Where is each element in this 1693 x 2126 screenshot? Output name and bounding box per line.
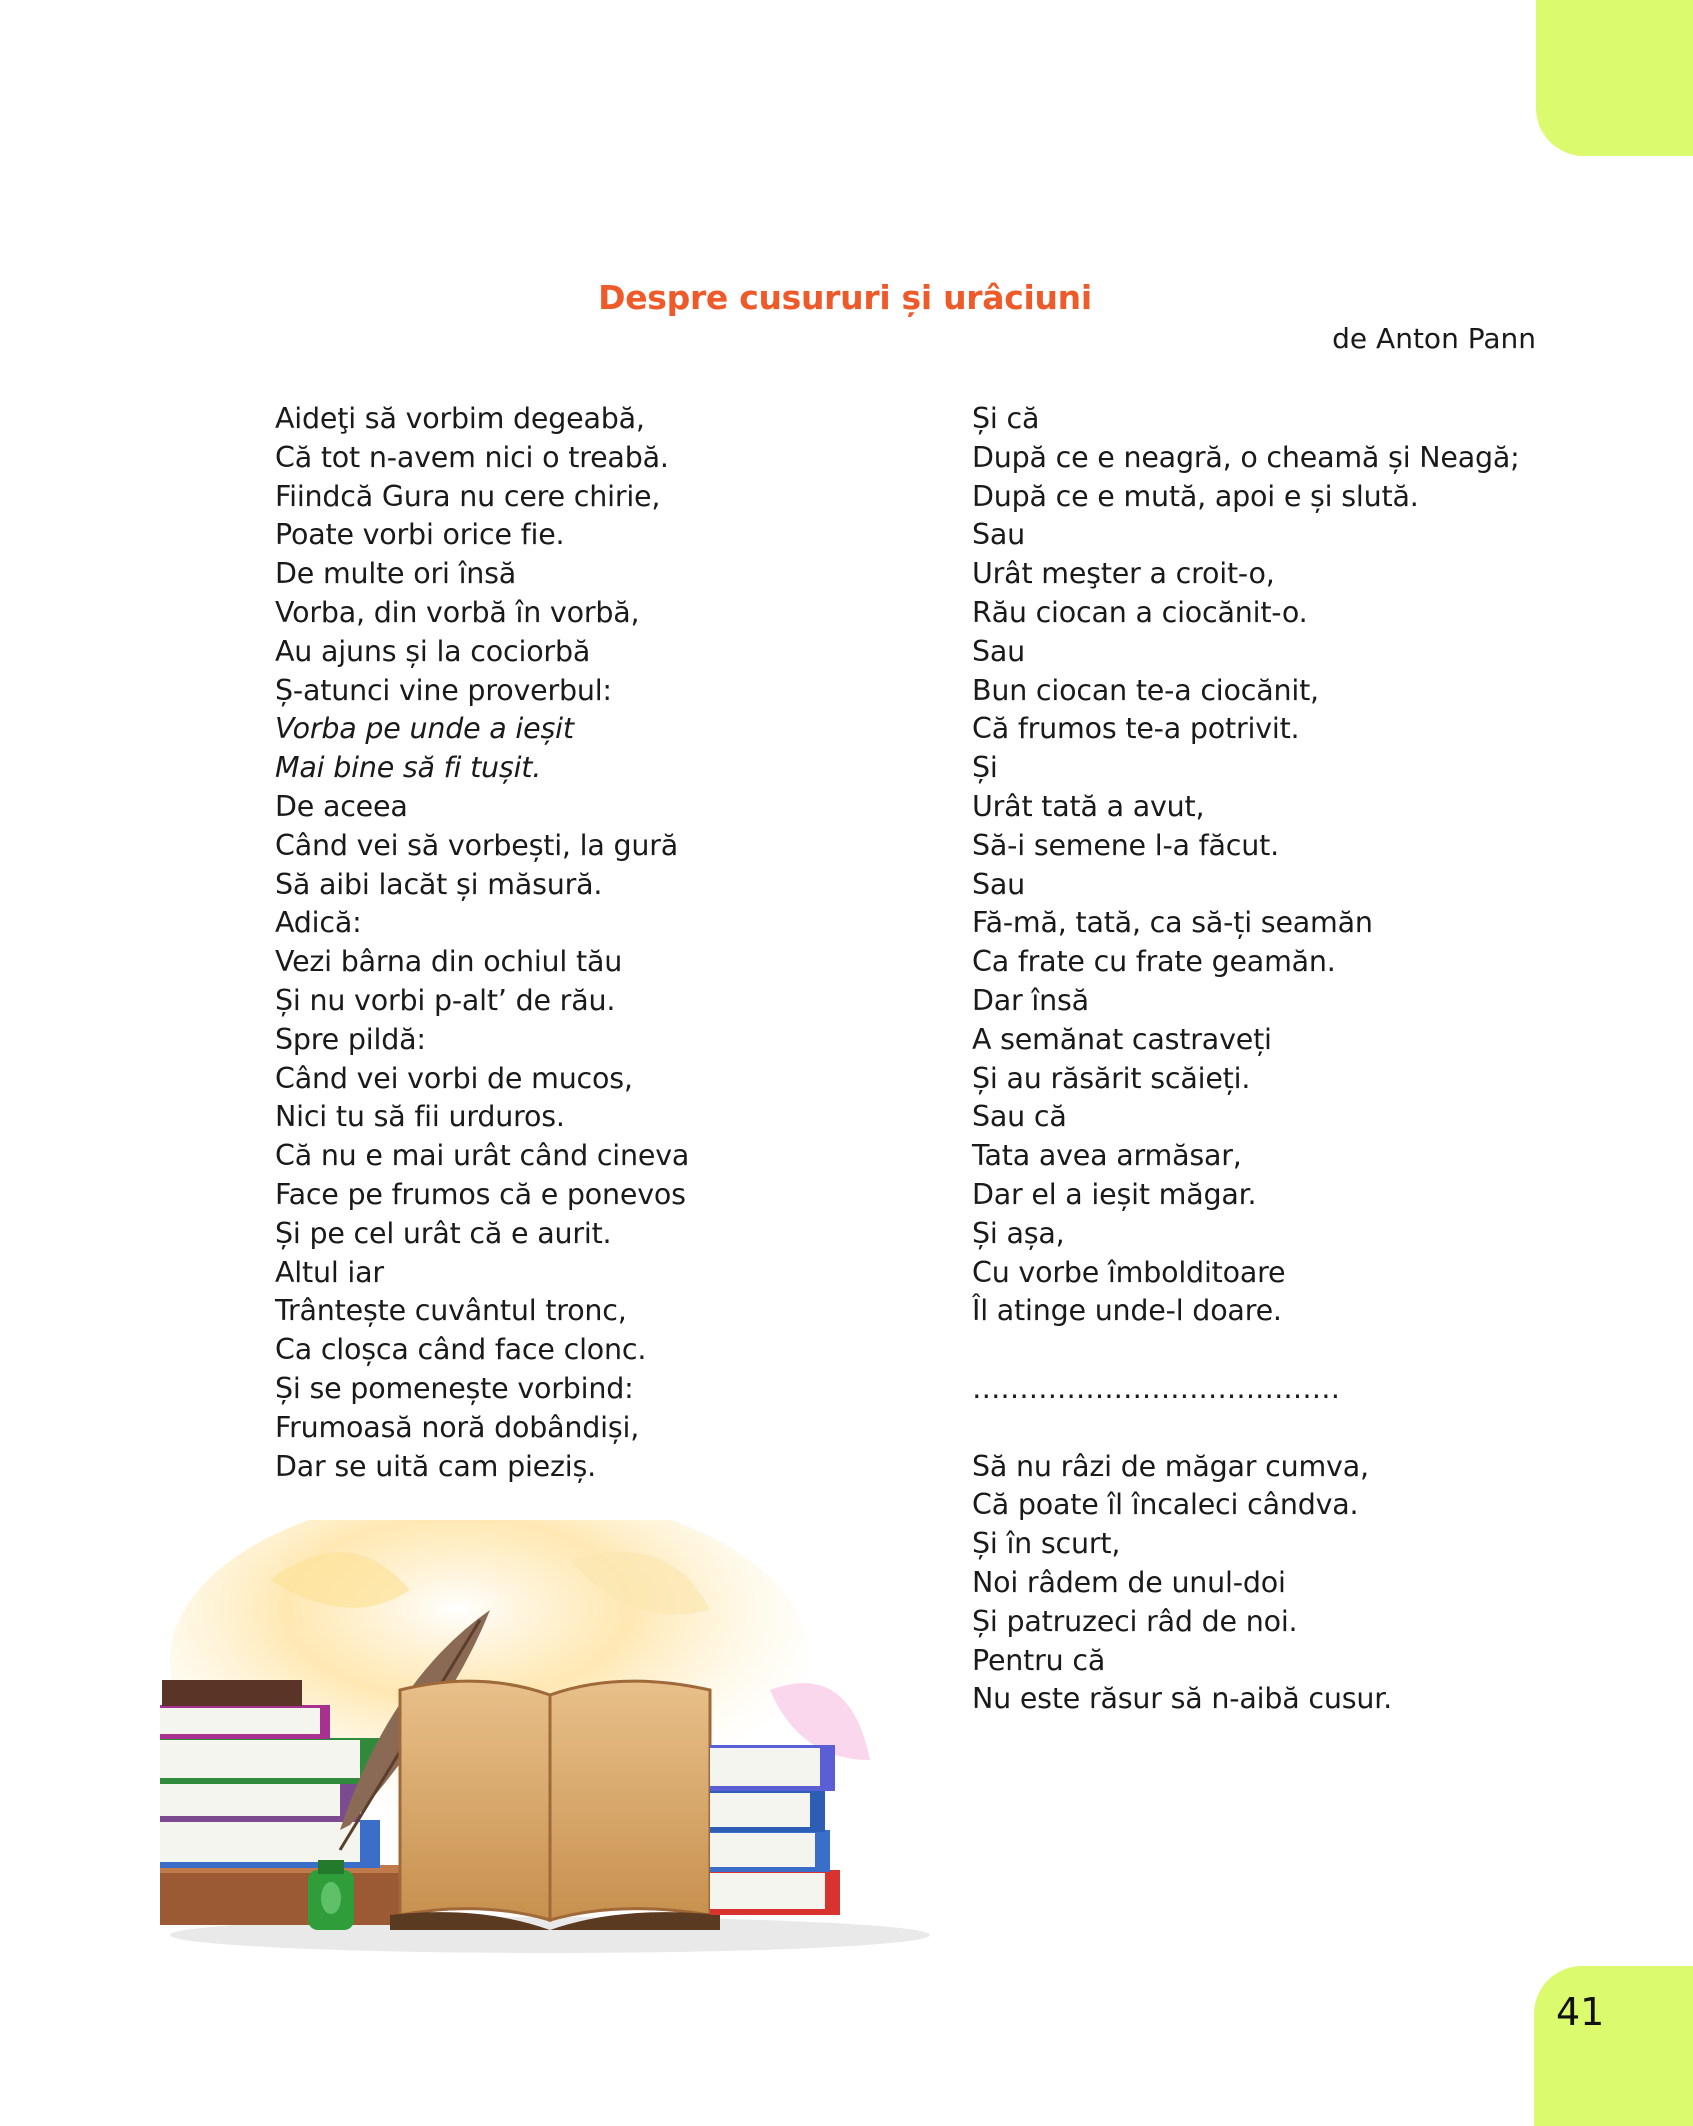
poem-line: Vezi bârna din ochiul tău (275, 945, 623, 979)
poem-line: Dar însă (972, 983, 1089, 1017)
proverb-line: Mai bine să fi tușit. (275, 751, 542, 785)
inkwell (308, 1860, 354, 1930)
poem-line: Că poate îl încaleci cândva. (972, 1488, 1359, 1522)
poem-line: Sau (972, 867, 1026, 901)
right-book-stack (710, 1745, 840, 1915)
poem-line: Dar se uită cam pieziș. (275, 1449, 596, 1483)
poem-line: Și pe cel urât că e aurit. (275, 1216, 612, 1250)
stanza-gap (972, 1409, 1572, 1448)
poem-line: Că tot n-avem nici o treabă. (275, 440, 669, 474)
poem-line: Că frumos te-a potrivit. (972, 712, 1300, 746)
poem-line: Rău ciocan a ciocănit-o. (972, 595, 1308, 629)
poem-title: Despre cusururi și urâciuni (598, 278, 1092, 317)
poem-line: Și au răsărit scăieți. (972, 1061, 1251, 1095)
poem-line: A semănat castraveți (972, 1022, 1272, 1056)
poem-line: Tata avea armăsar, (972, 1139, 1242, 1173)
poem-line: Ca cloșca când face clonc. (275, 1333, 647, 1367)
open-book (390, 1681, 720, 1930)
poem-line: Bun ciocan te-a ciocănit, (972, 673, 1319, 707)
poem-line: Când vei vorbi de mucos, (275, 1061, 633, 1095)
books-and-quill-illustration (150, 1520, 950, 1960)
poem-line: Și în scurt, (972, 1527, 1121, 1561)
poem-line: Când vei să vorbești, la gură (275, 828, 679, 862)
poem-line: Nici tu să fii urduros. (275, 1100, 565, 1134)
poem-line: Pentru că (972, 1643, 1106, 1677)
ellipsis-separator: ………………………………… (972, 1371, 1340, 1405)
poem-line: După ce e neagră, o cheamă și Neagă; (972, 440, 1520, 474)
poem-line: Altul iar (275, 1255, 384, 1289)
page-number: 41 (1556, 1990, 1605, 2034)
corner-tab-top (1536, 0, 1693, 156)
poem-line: Și patruzeci râd de noi. (972, 1604, 1298, 1638)
poem-line: Sau (972, 634, 1026, 668)
poem-line: Sau că (972, 1100, 1067, 1134)
poem-line: Și așa, (972, 1216, 1065, 1250)
poem-line: De aceea (275, 789, 408, 823)
poem-line: Spre pildă: (275, 1022, 426, 1056)
poem-line: Fiindcă Gura nu cere chirie, (275, 479, 661, 513)
poem-line: Trântește cuvântul tronc, (275, 1294, 627, 1328)
poem-line: Să nu râzi de măgar cumva, (972, 1449, 1369, 1483)
poem-line: Urât meşter a croit-o, (972, 557, 1275, 591)
poem-line: Să-i semene l-a făcut. (972, 828, 1279, 862)
poem-line: Că nu e mai urât când cineva (275, 1139, 690, 1173)
poem-line: Adică: (275, 906, 362, 940)
poem-author: de Anton Pann (1332, 322, 1536, 355)
poem-line: Și că (972, 402, 1040, 435)
poem-line: Face pe frumos că e ponevos (275, 1177, 686, 1211)
poem-line: Și se pomenește vorbind: (275, 1371, 634, 1405)
poem-line: Sau (972, 518, 1026, 552)
poem-line: Au ajuns și la cociorbă (275, 634, 591, 668)
poem-column-right (972, 400, 1572, 1719)
poem-line: Aideţi să vorbim degeabă, (275, 402, 645, 435)
poem-line: De multe ori însă (275, 557, 517, 591)
poem-line: Și (972, 751, 998, 785)
poem-line: Noi râdem de unul-doi (972, 1565, 1286, 1599)
poem-line: Nu este răsur să n-aibă cusur. (972, 1682, 1392, 1716)
proverb-line: Vorba pe unde a ieșit (275, 712, 574, 746)
poem-line: După ce e mută, apoi e și slută. (972, 479, 1419, 513)
poem-line: Ca frate cu frate geamăn. (972, 945, 1336, 979)
poem-line: Îl atinge unde-l doare. (972, 1294, 1282, 1328)
poem-line: Vorba, din vorbă în vorbă, (275, 595, 640, 629)
poem-line: Poate vorbi orice fie. (275, 518, 565, 552)
stanza-gap (972, 1331, 1572, 1370)
poem-line: Dar el a ieșit măgar. (972, 1177, 1257, 1211)
poem-line: Ș-atunci vine proverbul: (275, 673, 612, 707)
poem-line: Să aibi lacăt și măsură. (275, 867, 603, 901)
poem-line: Cu vorbe îmbolditoare (972, 1255, 1286, 1289)
poem-line: Fă-mă, tată, ca să-ți seamăn (972, 906, 1373, 940)
poem-line: Urât tată a avut, (972, 789, 1205, 823)
poem-line: Frumoasă noră dobândiși, (275, 1410, 640, 1444)
poem-column-left (275, 400, 915, 1486)
poem-line: Și nu vorbi p-alt’ de rău. (275, 983, 616, 1017)
